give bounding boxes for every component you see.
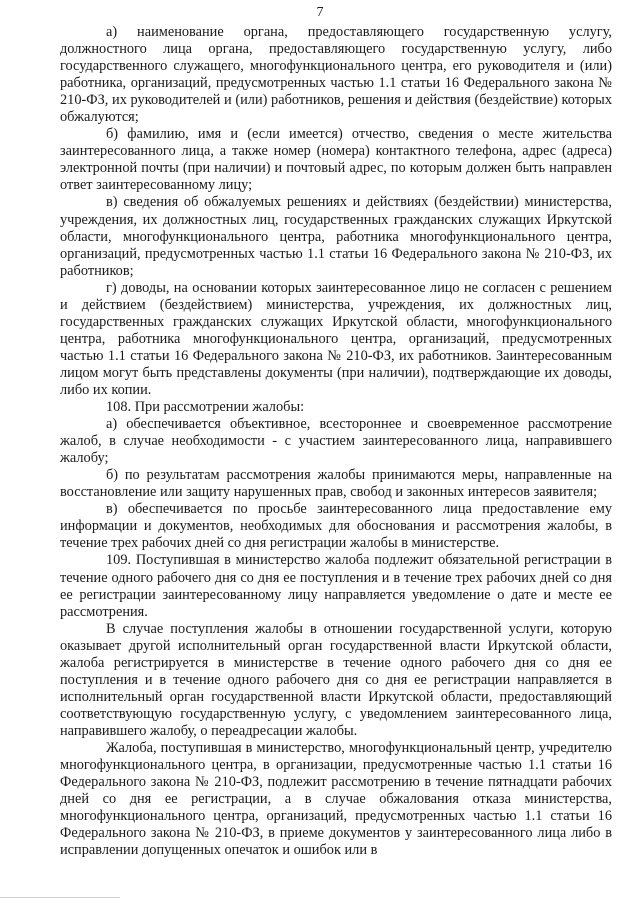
- paragraph-108-a: а) обеспечивается объективное, всестороннее и своевременное рассмотрение жалоб, в случае необходимости - с участием заинтересованного лица, направившего жалобу;: [60, 416, 612, 467]
- paragraph-109-redirect: В случае поступления жалобы в отношении государственной услуги, которую оказывает другой исполнительный орган государственной власти Иркутской области, жалоба регистрируется в министерстве в течение одного рабочего дня со дня ее поступления и в течение одного рабочего дня со дня ее регистрации направляется в исполнительный орган государственной власти Иркутской области, предоставляющий соответствующую государственную услугу, с уведомлением заинтересованного лица, направившего жалобу, о переадресации жалобы.: [60, 620, 612, 739]
- paragraph-107-g: г) доводы, на основании которых заинтересованное лицо не согласен с решением и действием (бездействием) министерства, учреждения, их должностных лиц, государственных гражданских служащих Иркутской области, многофункционального центра, работника многофункционального центра, организаций, предусмотренных частью 1.1 статьи 16 Федерального закона № 210-ФЗ, их работников. Заинтересованным лицом могут быть представлены документы (при наличии), подтверждающие их доводы, либо их копии.: [60, 279, 612, 398]
- paragraph-107-v: в) сведения об обжалуемых решениях и действиях (бездействии) министерства, учреждения, их должностных лиц, государственных гражданских служащих Иркутской области, многофункционального центра, работника многофункционального центра, организаций, предусмотренных частью 1.1 статьи 16 Федерального закона № 210-ФЗ, их работников;: [60, 194, 612, 279]
- paragraph-108-heading: 108. При рассмотрении жалобы:: [106, 399, 305, 416]
- page-number: 7: [316, 5, 324, 20]
- paragraph-107-a: а) наименование органа, предоставляющего государственную услугу, должностного лица органа, предоставляющего государственную услугу, либо государственного служащего, многофункционального центра, его руководителя и (или) работника, организаций, предусмотренных частью 1.1 статьи 16 Федерального закона № 210-ФЗ, их руководителей и (или) работников, решения и действия (бездействие) которых обжалуются;: [60, 24, 612, 126]
- paragraph-107-b: б) фамилию, имя и (если имеется) отчество, сведения о месте жительства заинтересованного лица, а также номер (номера) контактного телефона, адрес (адреса) электронной почты (при наличии) и почтовый адрес, по которым должен быть направлен ответ заинтересованному лицу;: [60, 126, 612, 194]
- paragraph-108-v: в) обеспечивается по просьбе заинтересованного лица предоставление ему информации и документов, необходимых для обоснования и рассмотрения жалобы, в течение трех рабочих дней со дня регистрации жалобы в министерстве.: [60, 501, 612, 552]
- paragraph-109: 109. Поступившая в министерство жалоба подлежит обязательной регистрации в течение одного рабочего дня со дня ее поступления и в течение трех рабочих дней со дня ее регистрации заинтересованному лицу направляется уведомление о дате и месте ее рассмотрения.: [60, 552, 612, 620]
- paragraph-109-deadline: Жалоба, поступившая в министерство, многофункциональный центр, учредителю многофункционального центра, в организации, предусмотренные частью 1.1 статьи 16 Федерального закона № 210-ФЗ, подлежит рассмотрению в течение пятнадцати рабочих дней со дня ее регистрации, а в случае обжалования отказа министерства, многофункционального центра, организаций, предусмотренных частью 1.1 статьи 16 Федерального закона № 210-ФЗ, в приеме документов у заинтересованного лица либо в исправлении допущенных опечаток и ошибок или в: [60, 739, 612, 859]
- document-body: [60, 24, 612, 859]
- paragraph-108-b: б) по результатам рассмотрения жалобы принимаются меры, направленные на восстановление или защиту нарушенных прав, свобод и законных интересов заявителя;: [60, 467, 612, 501]
- scan-edge-line: [0, 897, 120, 898]
